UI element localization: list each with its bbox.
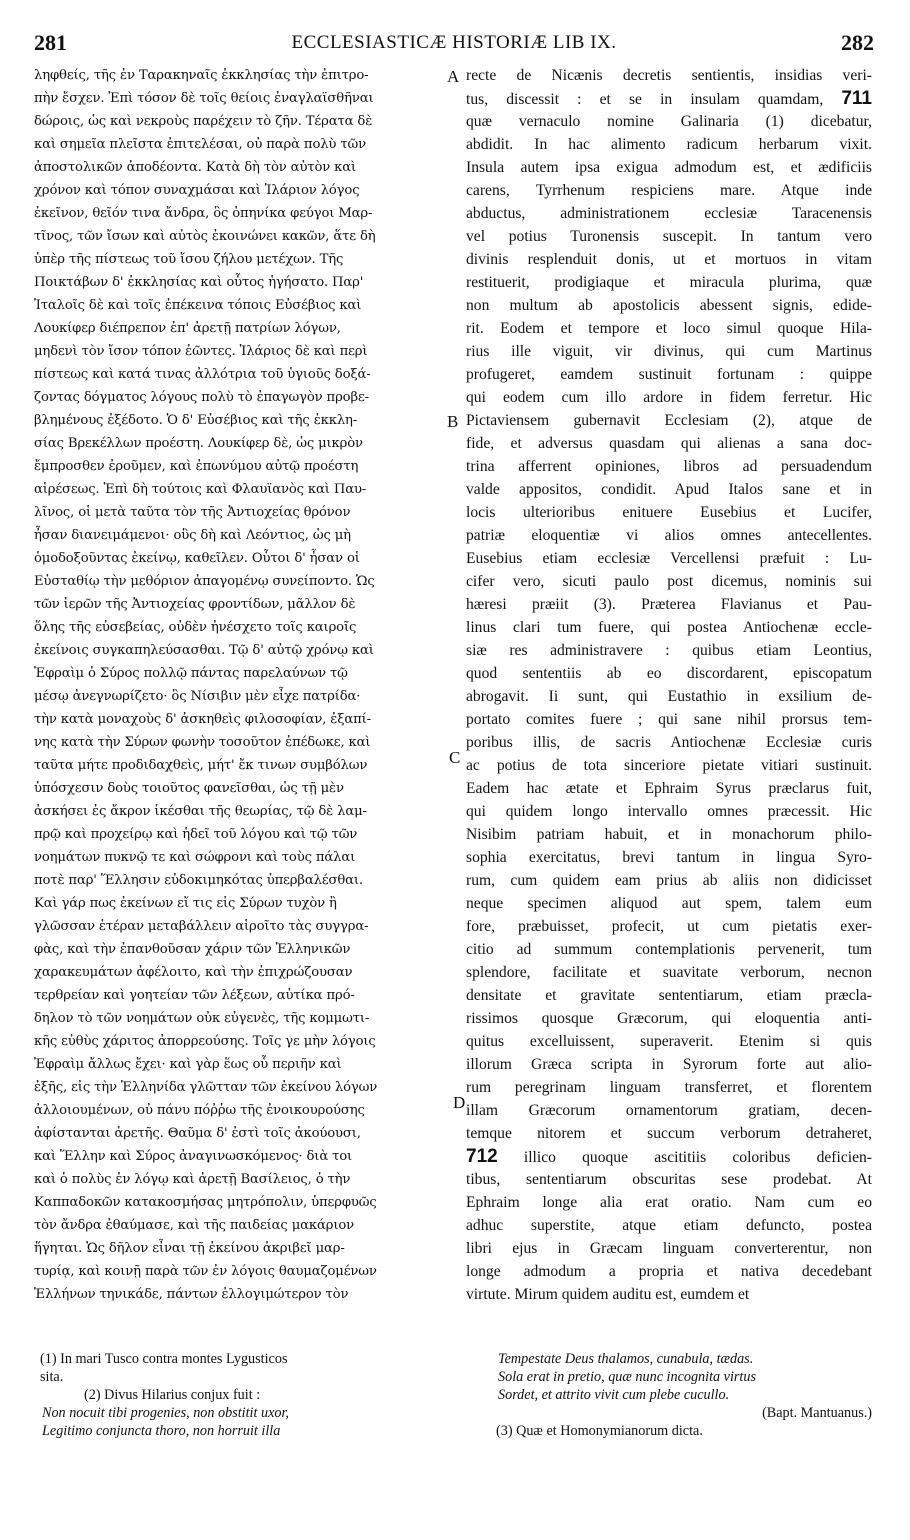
greek-text-line: ἔμπροσθεν ἐροῦμεν, καὶ ἐπωνύμου αὐτῷ προέστη	[34, 459, 359, 474]
greek-text-line: ἥγηται. Ὡς δῆλον εἶναι τῇ ἐκείνου ἀκριβεῖ μαρ-	[34, 1241, 345, 1256]
footnote-line: (3) Quæ et Homonymianorum dicta.	[496, 1423, 703, 1439]
greek-text-line: πρῷ καὶ προχείρῳ καὶ ἡδεῖ τοῦ λόγου καὶ τῷ τῶν	[34, 827, 358, 842]
footnote-line: Non nocuit tibi progenies, non obstitit uxor,	[42, 1405, 289, 1421]
latin-text-line: abrogavit. Ii sunt, qui Eustathio in exsilium de-	[466, 688, 872, 705]
greek-text-line: καὶ Ἕλλην καὶ Σύρος ἀναγινωσκόμενος· διὰ τοι	[34, 1149, 353, 1164]
latin-text-line: splendore, facilitate et suavitate verborum, necnon	[466, 964, 872, 981]
greek-text-line: μηδενὶ τὸν ἴσον τόπον ἐῶντες. Ἱλάριος δὲ καὶ περὶ	[34, 344, 368, 359]
latin-text-line: Pictaviensem gubernavit Ecclesiam (2), atque de	[466, 412, 872, 429]
greek-text-line: ἀφίστανται ἀρετῆς. Θαῦμα δ' ἐστὶ τοῖς ἀκούουσι,	[34, 1126, 361, 1141]
latin-text-line: longe admodum a propria et nativa decedebant	[466, 1263, 872, 1280]
latin-text-line: adhuc superstite, atque etiam defuncto, postea	[466, 1217, 872, 1234]
greek-text-line: Ἰταλοῖς δὲ καὶ τοῖς ἐπέκεινα τόποις Εὐσέβιος καὶ	[34, 298, 362, 313]
margin-marker-c: C	[449, 748, 461, 767]
greek-text-line: αἱρέσεως. Ἐπὶ δὴ τούτοις καὶ Φλαυϊανὸς καὶ Παυ-	[34, 482, 367, 497]
latin-text-line: Nisibim patriam habuit, et in monachorum philo-	[466, 826, 872, 843]
greek-text-line: ἦσαν διανειμάμενοι· οὓς δὴ καὶ Λεόντιος, ὡς μὴ	[34, 528, 351, 543]
column-number: 711	[841, 88, 872, 109]
latin-text-line: restituerit, prodigiaque et miracula plurima, quæ	[466, 274, 872, 291]
latin-text-line: fore, præbuisset, profecit, ut cum pietatis exer-	[466, 918, 872, 935]
page-number-right: 282	[841, 30, 874, 55]
footnote-line: (2) Divus Hilarius conjux fuit :	[84, 1387, 261, 1403]
footnotes-left	[40, 1350, 460, 1440]
latin-text-line: densitate et gravitate sententiarum, etiam præcla-	[466, 987, 872, 1004]
greek-text-line: νοημάτων πυκνῷ τε καὶ σώφρονι καὶ τοὺς πάλαι	[34, 850, 356, 865]
latin-text-line: tibus, sententiarum obscuritas sese prodebat. At	[466, 1171, 872, 1188]
margin-marker-d: D	[453, 1093, 466, 1112]
greek-text-line: τυρίᾳ, καὶ κοινῇ παρὰ τῶν ἐν λόγοις θαυμαζομένων	[34, 1264, 377, 1279]
greek-text-line: ὑπόσχεσιν δοὺς τοιοῦτος φανεῖσθαι, ὡς τῇ μὲν	[34, 781, 344, 796]
latin-text-line: poribus illis, de sacris Antiochenæ Ecclesiæ curis	[466, 734, 872, 751]
latin-text-line: Insula autem ipsa exigua admodum est, et ædificiis	[466, 159, 872, 176]
greek-text-line: λῖνος, οἱ μετὰ ταῦτα τὸν τῆς Ἀντιοχείας θρόνον	[34, 505, 351, 520]
greek-text-line: ἐκεῖνον, θεῖόν τινα ἄνδρα, ὃς ὁπηνίκα φεύγοι Μαρ-	[34, 206, 373, 221]
latin-text-line: recte de Nicænis decretis sentientis, insidias veri-	[466, 67, 872, 84]
greek-text-line: χαρακευμάτων ἀφέλοιτο, καὶ τὴν ἐπιχρώζουσαν	[34, 965, 353, 980]
greek-text-line: πίστεως καὶ κατά τινας ἀλλότρια τοῦ ὑγιοῦς δοξά-	[34, 367, 371, 382]
latin-text-line: tus, discessit : et se in insulam quamdam, 711	[466, 88, 872, 109]
latin-text-line: rum, cum quidem eam prius ab aliis non didicisset	[466, 872, 872, 889]
footnote-line: Legitimo conjuncta thoro, non horruit illa	[42, 1423, 281, 1439]
latin-text-line: neque specimen aliquod aut spem, talem eum	[466, 895, 872, 912]
footnote-line: Sordet, et attrito vivit cum plebe cucullo.	[498, 1387, 730, 1403]
latin-text-line: illorum Græca scripta in Syrorum forte aut alio-	[466, 1056, 872, 1073]
greek-text-column	[34, 64, 446, 1306]
greek-text-line: δηλον τὸ τῶν νοημάτων οὐκ εὐγενὲς, τῆς κομμωτι-	[34, 1011, 370, 1026]
latin-text-line: abductus, administrationem ecclesiæ Taracenensis	[466, 205, 872, 222]
latin-text-line: vel potius Turonensis suscepit. In tantum vero	[466, 228, 872, 245]
latin-text-line: Eadem hac ætate et Ephraim Syrus præclarus fuit,	[466, 780, 872, 797]
greek-text-line: βλημένους ἐξέδοτο. Ὁ δ' Εὐσέβιος καὶ τῆς ἐκκλη-	[34, 413, 358, 428]
greek-text-line: καὶ σημεῖα πλεῖστα ἐπιτελέσαι, οὐ παρὰ πολὺ τῶν	[34, 137, 366, 152]
greek-text-line: τὸν ἄνδρα ἐθαύμασε, καὶ τῆς παιδείας μακάριον	[34, 1218, 354, 1233]
latin-text-line: qui quidem longo intervallo omnes præcessit. Hic	[466, 803, 872, 820]
latin-text-line: cifer vero, sicuti paulo post dicemus, nominis sui	[466, 573, 872, 590]
latin-text-line: Ephraim longe alia erat oratio. Nam cum eo	[466, 1194, 872, 1211]
greek-text-line: φὰς, καὶ τὴν ἐπανθοῦσαν χάριν τῶν Ἑλληνικῶν	[34, 942, 351, 957]
latin-text-line: trina afferrent opiniones, libros ad persuadendum	[466, 458, 872, 475]
greek-text-line: ὁμοδοξοῦντας ἐκείνῳ, καθεῖλεν. Οὗτοι δ' ἦσαν οἱ	[34, 551, 360, 566]
running-header	[34, 30, 874, 64]
greek-text-line: τερθρείαν καὶ γοητείαν τῶν λέξεων, αὐτίκα πρό-	[34, 988, 355, 1003]
latin-text-line: linus clari tum fuere, qui postea Antiochenæ eccle-	[466, 619, 872, 636]
greek-text-line: Λουκίφερ διέπρεπον ἐπ' ἀρετῇ πατρίων λόγων,	[34, 321, 341, 336]
greek-text-line: γλῶσσαν ἑτέραν μεταβάλλειν αἱροῖτο τὰς συγγρα-	[34, 919, 369, 934]
latin-text-line: portato comites fuere ; qui sane nihil prorsus tem-	[466, 711, 872, 728]
latin-text-line: illam Græcorum ornamentorum gratiam, decen-	[466, 1102, 872, 1119]
latin-text-line: divinis resplenduit donis, ut et mortuos in vitam	[466, 251, 872, 268]
greek-text-line: χρόνον καὶ τόπον συναχμάσαι καὶ Ἱλάριον λόγος	[34, 183, 360, 198]
greek-text-line: Εὐσταθίῳ τὴν μεθόριον ἀπαγομένῳ συνείποντο. Ὡς	[34, 574, 375, 589]
latin-text-line: fide, et adversus quasdam qui alienas a sana doc-	[466, 435, 872, 452]
greek-text-line: νης κατὰ τὴν Σύρων φωνὴν τοσοῦτον ἐπέδωκε, καὶ	[34, 735, 371, 750]
greek-text-line: τῶν ἱερῶν τῆς Ἀντιοχείας φροντίδων, μᾶλλον δὲ	[34, 597, 356, 612]
latin-text-line: 712 illico quoque ascititiis coloribus deficien-	[466, 1146, 872, 1167]
latin-text-line: hæresi præiit (3). Præterea Flavianus et Pau-	[466, 596, 872, 613]
running-title: ECCLESIASTICÆ HISTORIÆ LIB IX.	[291, 32, 617, 53]
greek-text-line: Ποικτάβων δ' ἐκκλησίας καὶ οὗτος ἡγήσατο. Παρ'	[34, 275, 364, 290]
greek-text-line: κῆς εὐθὺς χάριτος ἀπορρεούσης. Τοῖς γε μὴν λόγοις	[34, 1034, 376, 1049]
latin-text-line: valde appositos, condidit. Apud Italos sane et in	[466, 481, 872, 498]
greek-text-line: Καὶ γάρ πως ἐκείνων εἴ τις εἰς Σύρων τυχὸν ἢ	[34, 896, 337, 911]
latin-text-line: non multum ab apostolicis abessent signis, edide-	[466, 297, 872, 314]
greek-text-line: ὅλης τῆς εὐσεβείας, οὐδὲν ἠνέσχετο τοῖς καιροῖς	[34, 620, 357, 635]
latin-text-line: locis ulterioribus enituere Eusebius et Lucifer,	[466, 504, 872, 521]
latin-text-line: quæ vernaculo nomine Galinaria (1) dicebatur,	[466, 113, 872, 130]
latin-text-line: carens, Tyrrhenum respiciens mare. Atque inde	[466, 182, 872, 199]
latin-text-line: quitus excelluissent, superaverit. Etenim si quis	[466, 1033, 872, 1050]
greek-text-line: ἀσκήσει ἐς ἄκρον ἱκέσθαι τῆς θεωρίας, τῷ δὲ λαμ-	[34, 804, 367, 819]
latin-text-line: ac potius de tota sinceriore pietate vitiari sustinuit.	[466, 757, 872, 774]
latin-text-line: quod sententiis ab eo discordarent, episcopatum	[466, 665, 872, 682]
greek-text-line: ταῦτα μήτε προδιδαχθεὶς, μήτ' ἔκ τινων συμβόλων	[34, 758, 368, 773]
margin-marker-b: B	[447, 412, 459, 431]
footnotes-right	[496, 1350, 882, 1440]
greek-text-line: τὴν κατὰ μοναχοὺς δ' ἀσκηθεὶς φιλοσοφίαν, ἐξαπί-	[34, 712, 371, 727]
greek-text-line: ἐκείνοις συγκαπηλεύσασθαι. Τῷ δ' αὐτῷ χρόνῳ καὶ	[34, 643, 374, 658]
column-number: 712	[466, 1146, 498, 1167]
greek-text-line: Ἑλλήνων τηνικάδε, πάντων ἐλλογιμώτερον τὸν	[34, 1287, 349, 1302]
latin-text-line: patriæ eloquentiæ vi alios omnes antecellentes.	[466, 527, 872, 544]
greek-text-line: σίας Βρεκέλλων προέστη. Λουκίφερ δὲ, ὡς μικρὸν	[34, 436, 363, 451]
latin-text-line: siæ res administravere : quibus etiam Leontius,	[466, 642, 872, 659]
greek-text-line: τῖνος, τῶν ἴσων καὶ αὐτὸς ἐκοινώνει κακῶν, ἅτε δὴ	[34, 229, 376, 244]
greek-text-line: ζοντας δόγματος λόγους πολὺ τὸ ἐπαγωγὸν προβε-	[34, 390, 369, 405]
greek-text-line: μέσῳ ἀνεγνωρίζετο· ὃς Νίσιβιν μὲν εἶχε πατρίδα·	[34, 689, 361, 704]
latin-text-line: virtute. Mirum quidem auditu est, eumdem et	[466, 1286, 750, 1303]
latin-text-line: rissimos quosque Græcorum, qui eloquentia anti-	[466, 1010, 872, 1027]
latin-text-line: libri ejus in Græcam linguam converterentur, non	[466, 1240, 872, 1257]
greek-text-line: ληφθείς, τῆς ἐν Ταρακηναῖς ἐκκλησίας τὴν ἐπιτρο-	[34, 68, 369, 83]
latin-text-line: rum peregrinam linguam transferret, et florentem	[466, 1079, 872, 1096]
greek-text-line: καὶ ὁ πολὺς ἐν λόγῳ καὶ ἀρετῇ Βασίλειος, ὁ τὴν	[34, 1172, 351, 1187]
greek-text-line: Ἐφραὶμ ὁ Σύρος πολλῷ πάντας παρελαύνων τῷ	[34, 666, 348, 681]
greek-text-line: ἀλλοιουμένων, οὐ πάνυ πόῤῥω τῆς ἐνοικουρούσης	[34, 1103, 365, 1118]
latin-text-line: rius ille viguit, vir divinus, qui cum Martinus	[466, 343, 872, 360]
footnote-line: (Bapt. Mantuanus.)	[762, 1405, 872, 1421]
greek-text-line: Ἐφραὶμ ἄλλως ἔχει· καὶ γὰρ ἕως οὗ περιῆν καὶ	[34, 1057, 342, 1072]
latin-text-line: qui eodem cum illo ardore in fidem ferretur. Hic	[466, 389, 872, 406]
greek-text-line: ἀποστολικῶν ἀποδέοντα. Κατὰ δὴ τὸν αὐτὸν καὶ	[34, 160, 357, 175]
latin-text-line: profugeret, eamdem sustinuit fortunam : quippe	[466, 366, 872, 383]
page-number-left: 281	[34, 30, 67, 55]
greek-text-line: ποτὲ παρ' Ἕλλησιν εὐδοκιμηκότας ὑπερβαλέσθαι.	[34, 873, 363, 888]
footnote-line: sita.	[40, 1369, 64, 1385]
greek-text-line: πὴν ἔσχεν. Ἐπὶ τόσον δὲ τοῖς θείοις ἐναγλαϊσθῆναι	[34, 91, 374, 106]
footnote-line: (1) In mari Tusco contra montes Lygusticos	[40, 1351, 288, 1367]
greek-text-line: Καππαδοκῶν κατακοσμήσας μητρόπολιν, ὑπερφυῶς	[34, 1195, 377, 1210]
latin-text-line: temque nitorem et succum verborum detraheret,	[466, 1125, 872, 1142]
greek-text-line: δώροις, ὡς καὶ νεκροὺς παρέχειν τὸ ζῆν. Τέρατα δὲ	[34, 114, 373, 129]
latin-text-line: sophia exercitatus, brevi tantum in lingua Syro-	[466, 849, 872, 866]
latin-text-line: citio ad summum contemplationis pervenerit, tum	[466, 941, 872, 958]
greek-text-line: ὑπὲρ τῆς πίστεως τοῦ ἴσου ζήλου μετέχων. Τῆς	[34, 252, 344, 267]
latin-text-line: abdidit. In hac alimento radicum herbarum vixit.	[466, 136, 872, 153]
greek-text-line: ἐξῆς, εἰς τὴν Ἑλληνίδα γλῶτταν τῶν ἐκείνου λόγων	[34, 1080, 378, 1095]
latin-text-line: rit. Eodem et tempore et loco simul quoque Hila-	[466, 320, 872, 337]
latin-text-column	[466, 64, 872, 1306]
footnote-line: Sola erat in pretio, quæ nunc incognita virtus	[498, 1369, 756, 1385]
latin-text-line: Eusebius etiam ecclesiæ Vercellensi præfuit : Lu-	[466, 550, 872, 567]
footnote-line: Tempestate Deus thalamos, cunabula, tædas.	[498, 1351, 754, 1367]
margin-marker-a: A	[447, 67, 460, 86]
